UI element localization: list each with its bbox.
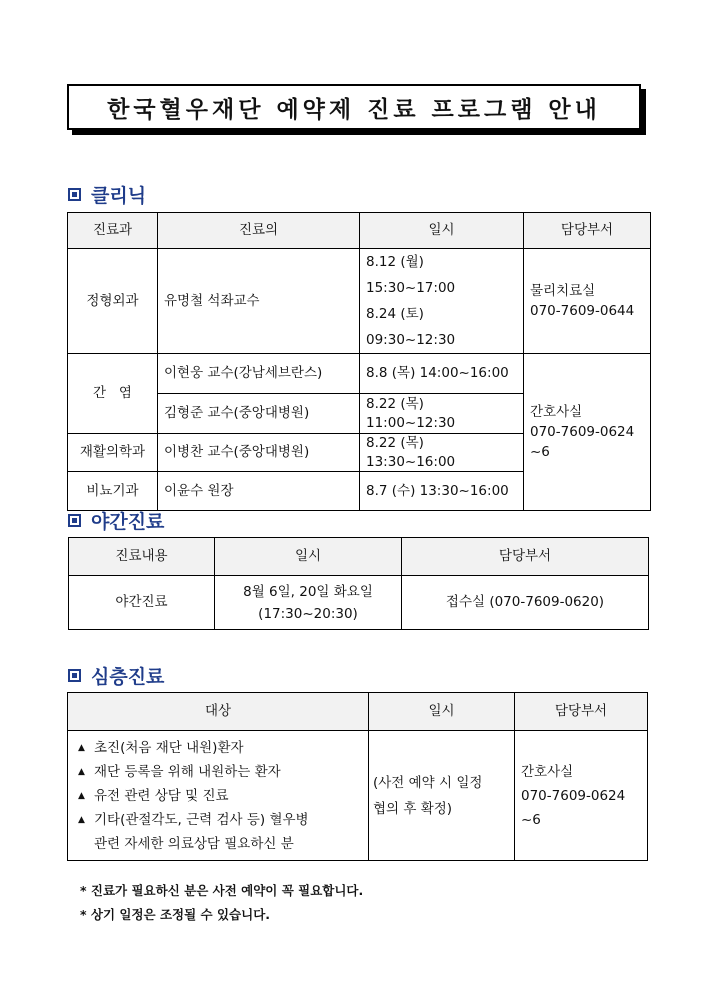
contact-dept: 간호사실 (530, 404, 583, 420)
footnote: * 진료가 필요하신 분은 사전 예약이 꼭 필요합니다. (80, 883, 364, 898)
date-line: 8.12 (월) 15:30~17:00 (366, 254, 456, 296)
page-title-box (67, 84, 641, 130)
table-header-row (68, 693, 648, 731)
footnotes (80, 879, 363, 927)
contact-phone: 070-7609-0624 (530, 424, 635, 440)
clinic-table (67, 212, 651, 511)
contact-cell (524, 249, 651, 354)
contact-cell (515, 731, 648, 861)
list-item-continued: 관련 자세한 의료상담 필요하신 분 (94, 835, 294, 852)
contact-cell: 접수실 (070-7609-0620) (402, 576, 649, 630)
deep-section-heading (68, 662, 164, 689)
deep-table (67, 692, 648, 861)
deep-heading: 심층진료 (91, 666, 165, 688)
date-cell: 8.22 (목) 11:00~12:30 (360, 394, 524, 434)
date-cell: 8.22 (목) 13:30~16:00 (360, 434, 524, 472)
header-contact: 담당부서 (524, 213, 651, 249)
triangle-bullet-icon: ▲ (78, 814, 85, 825)
table-row (68, 731, 648, 861)
header-date: 일시 (369, 693, 515, 731)
target-list (74, 736, 362, 856)
doctor-cell: 이병찬 교수(중앙대병원) (158, 434, 360, 472)
header-target: 대상 (68, 693, 369, 731)
night-heading: 야간진료 (91, 511, 165, 533)
date-cell (360, 249, 524, 354)
footnote: * 상기 일정은 조정될 수 있습니다. (80, 907, 271, 922)
doctor-cell: 유명철 석좌교수 (158, 249, 360, 354)
contact-ext: ~6 (530, 444, 550, 460)
date-cell: 8.8 (목) 14:00~16:00 (360, 354, 524, 394)
dept-cell: 재활의학과 (68, 434, 158, 472)
header-contact: 담당부서 (515, 693, 648, 731)
clinic-heading: 클리닉 (91, 185, 147, 207)
doctor-cell: 이윤수 원장 (158, 472, 360, 511)
list-item: ▲ 재단 등록을 위해 내원하는 환자 (74, 760, 362, 784)
header-dept: 진료과 (68, 213, 158, 249)
contact-dept: 물리치료실 (530, 283, 596, 299)
contact-phone: 070-7609-0644 (530, 303, 635, 319)
table-row (68, 249, 651, 354)
square-bullet-icon (68, 514, 81, 527)
page-title: 한국혈우재단 예약제 진료 프로그램 안내 (107, 96, 601, 123)
date-line: 8월 6일, 20일 화요일 (243, 583, 373, 600)
table-row (69, 576, 649, 630)
doctor-cell: 김형준 교수(중앙대병원) (158, 394, 360, 434)
header-doctor: 진료의 (158, 213, 360, 249)
content-cell: 야간진료 (69, 576, 215, 630)
date-line: (17:30~20:30) (258, 605, 358, 622)
date-line: 8.24 (토) 09:30~12:30 (366, 306, 456, 348)
list-item: ▲ 초진(처음 재단 내원)환자 (74, 736, 362, 760)
target-cell (68, 731, 369, 861)
contact-cell (524, 354, 651, 511)
table-header-row (69, 538, 649, 576)
table-header-row (68, 213, 651, 249)
doctor-cell: 이현웅 교수(강남세브란스) (158, 354, 360, 394)
square-bullet-icon (68, 669, 81, 682)
header-date: 일시 (360, 213, 524, 249)
night-section-heading (68, 507, 164, 534)
contact-dept: 간호사실 (521, 763, 574, 780)
night-table (68, 537, 649, 630)
date-cell (215, 576, 402, 630)
table-row (68, 354, 651, 394)
square-bullet-icon (68, 188, 81, 201)
dept-cell: 비뇨기과 (68, 472, 158, 511)
header-contact: 담당부서 (402, 538, 649, 576)
list-item: ▲ 기타(관절각도, 근력 검사 등) 혈우병 (74, 808, 362, 832)
clinic-section-heading (68, 181, 146, 208)
triangle-bullet-icon: ▲ (78, 766, 85, 777)
date-line: 협의 후 확정) (373, 800, 453, 817)
contact-phone: 070-7609-0624 (521, 787, 626, 804)
header-date: 일시 (215, 538, 402, 576)
header-content: 진료내용 (69, 538, 215, 576)
triangle-bullet-icon: ▲ (78, 790, 85, 801)
contact-ext: ~6 (521, 811, 541, 828)
triangle-bullet-icon: ▲ (78, 742, 85, 753)
date-cell (369, 731, 515, 861)
dept-cell: 정형외과 (68, 249, 158, 354)
date-line: (사전 예약 시 일정 (373, 774, 483, 791)
list-item: ▲ 유전 관련 상담 및 진료 (74, 784, 362, 808)
dept-cell: 간 염 (68, 354, 158, 434)
date-cell: 8.7 (수) 13:30~16:00 (360, 472, 524, 511)
